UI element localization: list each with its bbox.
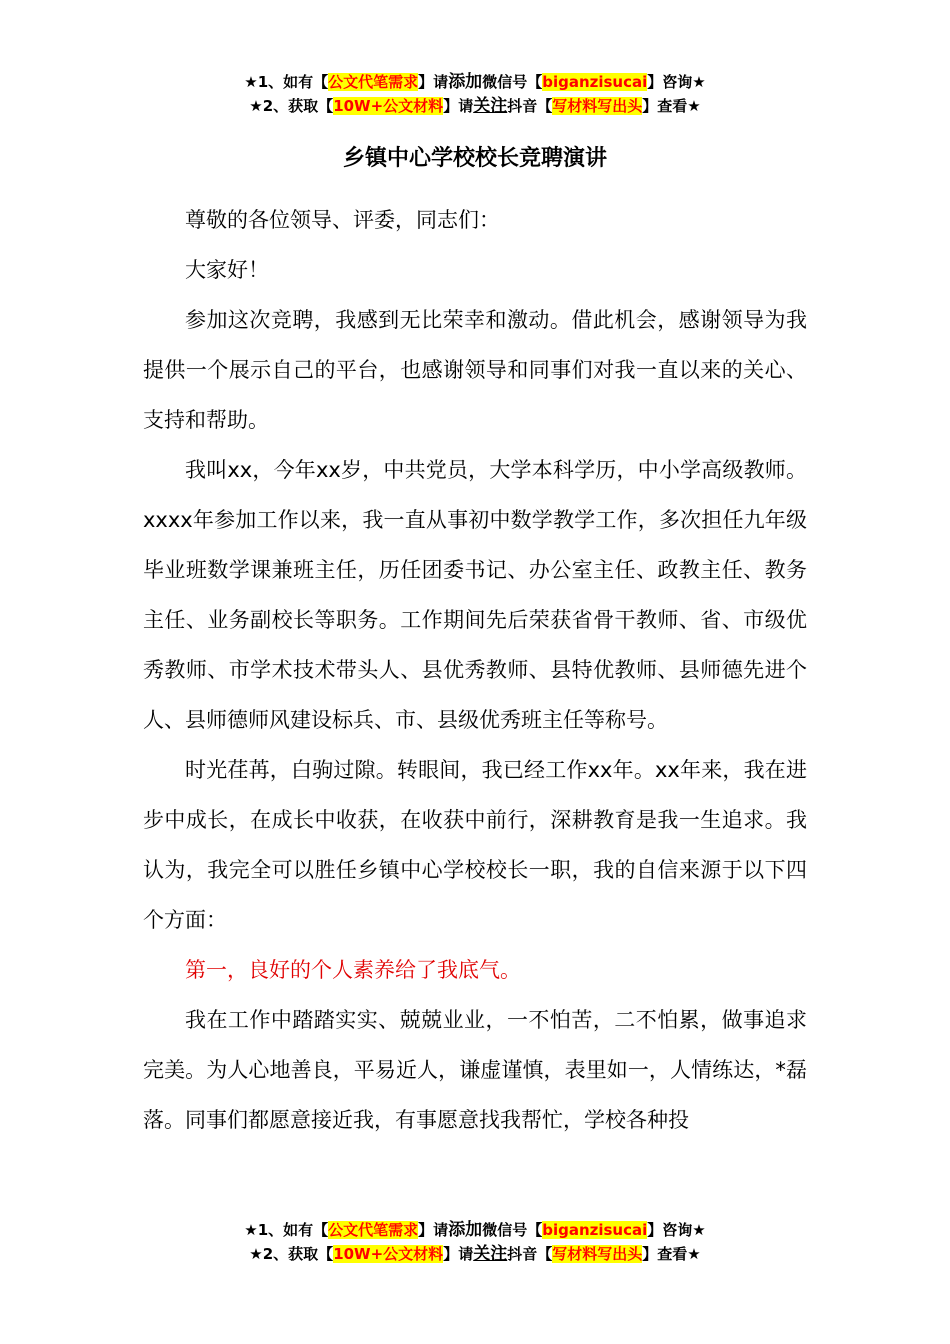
banner-highlight: 公文代笔需求 [328,73,419,91]
banner-text: 微信号【 [482,1221,543,1239]
banner-emphasis: 添加 [448,1220,483,1240]
paragraph: 我在工作中踏踏实实、兢兢业业，一不怕苦，二不怕累，做事追求完美。为人心地善良，平易近人，谦虚谨慎，表里如一，人情练达，*磊落。同事们都愿意接近我，有事愿意找我帮忙，学校各种投 [143,1008,807,1132]
banner-text: ★2、获取【 [249,1245,334,1263]
banner-highlight: biganzisucai [542,1221,648,1239]
banner-highlight: 10W+公文材料 [333,1245,444,1263]
banner-text: ★1、如有【 [244,1221,329,1239]
banner-text: 】请 [443,1245,474,1263]
banner-emphasis: 关注 [473,1244,508,1264]
banner-highlight: 写材料写出头 [552,1245,643,1263]
paragraph: 我叫xx，今年xx岁，中共党员，大学本科学历，中小学高级教师。xxxx年参加工作以来，我一直从事初中数学教学工作，多次担任九年级毕业班数学课兼班主任，历任团委书记、办公室主任、政教主任、教务主任、业务副校长等职务。工作期间先后荣获省骨干教师、省、市级优秀教师、市学术技术带头人、县优秀教师、县特优教师、县师德先进个人、县师德师风建设标兵、市、县级优秀班主任等称号。 [143,458,807,732]
banner-emphasis: 添加 [448,72,483,92]
greeting: 大家好！ [185,258,269,282]
banner-text: 】请 [418,1221,449,1239]
top-banner [0,70,950,118]
banner-text: 】请 [418,73,449,91]
bottom-banner [0,1218,950,1266]
document-body [143,195,807,1145]
banner-line-1 [0,1218,950,1242]
banner-text: 】查看★ [642,97,701,115]
page-title: 乡镇中心学校校长竞聘演讲 [342,146,607,171]
salutation: 尊敬的各位领导、评委，同志们： [185,208,500,232]
banner-text: 抖音【 [507,97,553,115]
banner-text: ★1、如有【 [244,73,329,91]
paragraph: 参加这次竞聘，我感到无比荣幸和激动。借此机会，感谢领导为我提供一个展示自己的平台，也感谢领导和同事们对我一直以来的关心、支持和帮助。 [143,308,807,432]
banner-line-2 [0,1242,950,1266]
banner-emphasis: 关注 [473,96,508,116]
banner-text: ★2、获取【 [249,97,334,115]
banner-text: 】咨询★ [647,73,706,91]
section-heading: 第一，良好的个人素养给了我底气。 [185,958,521,982]
banner-highlight: 10W+公文材料 [333,97,444,115]
paragraph: 时光荏苒，白驹过隙。转眼间，我已经工作xx年。xx年来，我在进步中成长，在成长中收获，在收获中前行，深耕教育是我一生追求。我认为，我完全可以胜任乡镇中心学校校长一职，我的自信来源于以下四个方面： [143,758,807,932]
banner-highlight: 公文代笔需求 [328,1221,419,1239]
banner-text: 】请 [443,97,474,115]
banner-text: 】咨询★ [647,1221,706,1239]
banner-line-1 [0,70,950,94]
banner-highlight: biganzisucai [542,73,648,91]
banner-text: 】查看★ [642,1245,701,1263]
banner-text: 微信号【 [482,73,543,91]
banner-text: 抖音【 [507,1245,553,1263]
banner-line-2 [0,94,950,118]
banner-highlight: 写材料写出头 [552,97,643,115]
